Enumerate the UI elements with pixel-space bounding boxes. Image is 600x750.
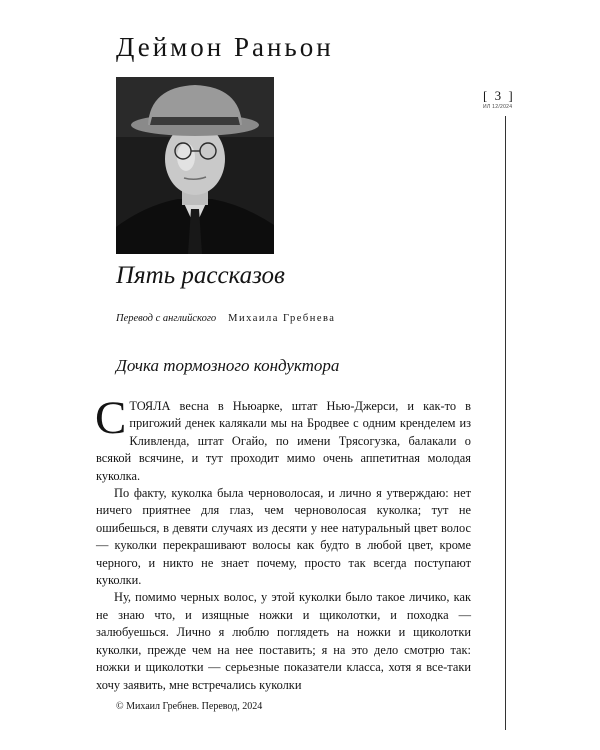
- paragraph: [95, 392, 471, 485]
- margin-rule: [505, 116, 506, 730]
- opening-word: ТОЯЛА: [129, 399, 171, 413]
- translation-note: Перевод с английского: [116, 313, 217, 324]
- author-name: Деймон Раньон: [116, 32, 334, 62]
- collection-title: Пять рассказов: [116, 262, 285, 289]
- author-portrait: [116, 77, 274, 254]
- story-body: [95, 392, 471, 694]
- copyright-footer: © Михаил Гребнев. Перевод, 2024: [116, 701, 263, 712]
- paragraph: По факту, куколка была черноволосая, и лично я утверждаю: нет ничего приятнее для глаз, чем черноволосая куколка; тут не ошибешься, в девяти случаях из десяти у нее натуральный цвет волос — куколки перекрашивают волосы как будто в любой цвет, кроме черного, и никто не знает почему, просто так всегда поступают куколки.: [96, 486, 471, 588]
- page-number: [ 3 ]: [483, 88, 515, 103]
- portrait-image: [116, 77, 274, 254]
- story-title: Дочка тормозного кондуктора: [116, 356, 340, 375]
- drop-cap: С: [95, 392, 127, 444]
- translator-credit: [116, 313, 335, 324]
- translator-name: Михаила Гребнева: [228, 313, 336, 324]
- paragraph-text: весна в Ньюарке, штат Нью-Джерси, и как-то в пригожий денек калякали мы на Бродвее с одним кренделем из Кливленда, штат Огайо, по имени Трясогузка, балакали о всякой всячине, и тут проходит мимо очень аппетитная молодая куколка.: [96, 399, 471, 483]
- issue-label: ИЛ 12/2024: [483, 104, 513, 110]
- paragraph: Ну, помимо черных волос, у этой куколки было такое личико, как не знаю что, и изящные ножки и щиколотки, и походка — залюбуешься. Лично я люблю поглядеть на ножки и щиколотки куколки, прежде чем на нее поставить; я на это дело смотрю так: ножки и щиколотки — серьезные показатели класса, хотя я все-таки хочу заявить, мне встречались куколки: [96, 590, 471, 692]
